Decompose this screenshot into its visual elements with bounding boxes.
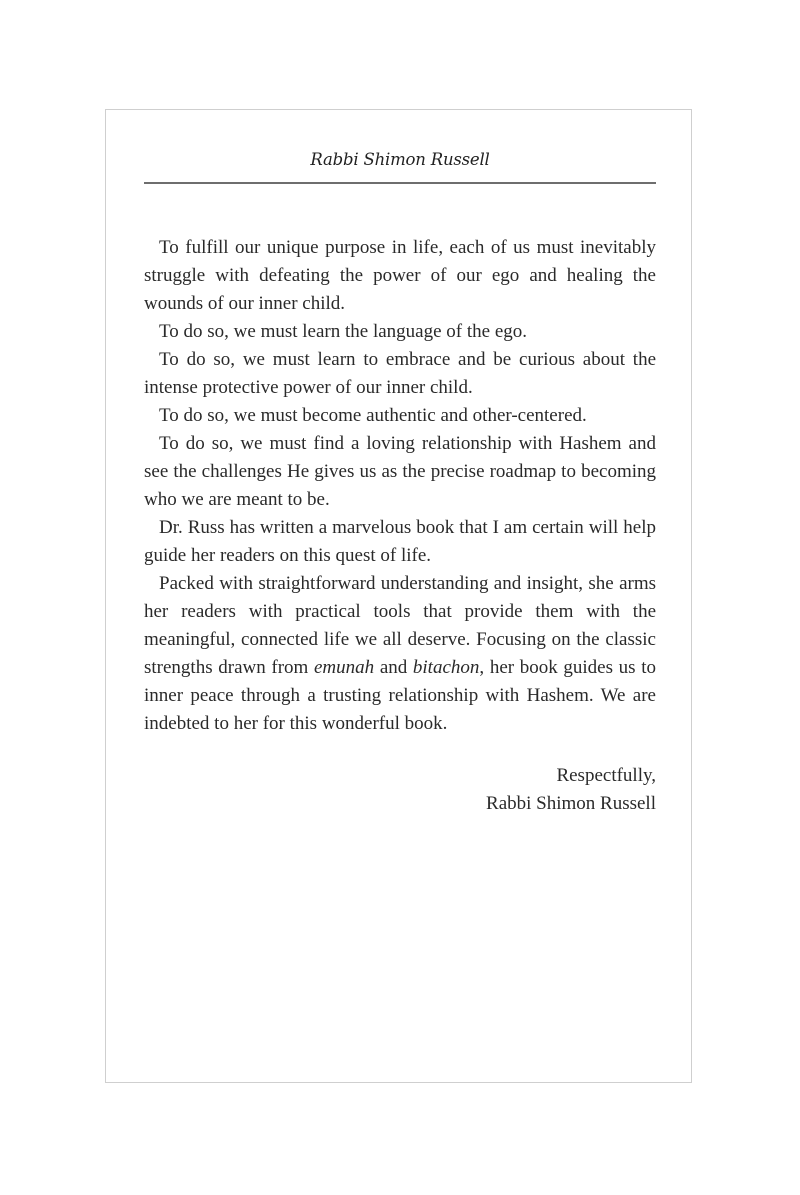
closing-block xyxy=(144,762,656,818)
paragraph: To do so, we must learn the language of the ego. xyxy=(159,321,528,342)
running-head-title: Rabbi Shimon Russell xyxy=(310,150,490,169)
paragraph-final xyxy=(144,570,656,738)
paragraph: To do so, we must find a loving relationship with Hashem and see the challenges He gives us as the precise roadmap to becoming who we are meant to be. xyxy=(144,433,656,510)
signature: Rabbi Shimon Russell xyxy=(486,793,656,814)
valediction: Respectfully, xyxy=(556,765,656,786)
paragraph-text: Packed with straightforward understanding and insight, she arms her readers with practical tools that provide them with the meaningful, connected life we all deserve. Focusing on the classic strengths drawn from xyxy=(144,573,656,678)
body-text xyxy=(144,234,656,738)
paragraph-text: and xyxy=(374,657,413,678)
paragraph: To do so, we must become authentic and other-centered. xyxy=(159,405,587,426)
paragraph: To do so, we must learn to embrace and be curious about the intense protective power of our inner child. xyxy=(144,349,656,398)
paragraph-text: , her book guides us to inner peace through a trusting relationship with Hashem. We are indebted to her for this wonderful book. xyxy=(144,657,656,734)
paragraph: To fulfill our unique purpose in life, each of us must inevitably struggle with defeating the power of our ego and healing the wounds of our inner child. xyxy=(144,237,656,314)
italic-term-emunah: emunah xyxy=(314,657,375,678)
header-rule xyxy=(144,182,656,184)
paragraph: Dr. Russ has written a marvelous book that I am certain will help guide her readers on this quest of life. xyxy=(144,517,656,566)
italic-term-bitachon: bitachon xyxy=(412,657,480,678)
